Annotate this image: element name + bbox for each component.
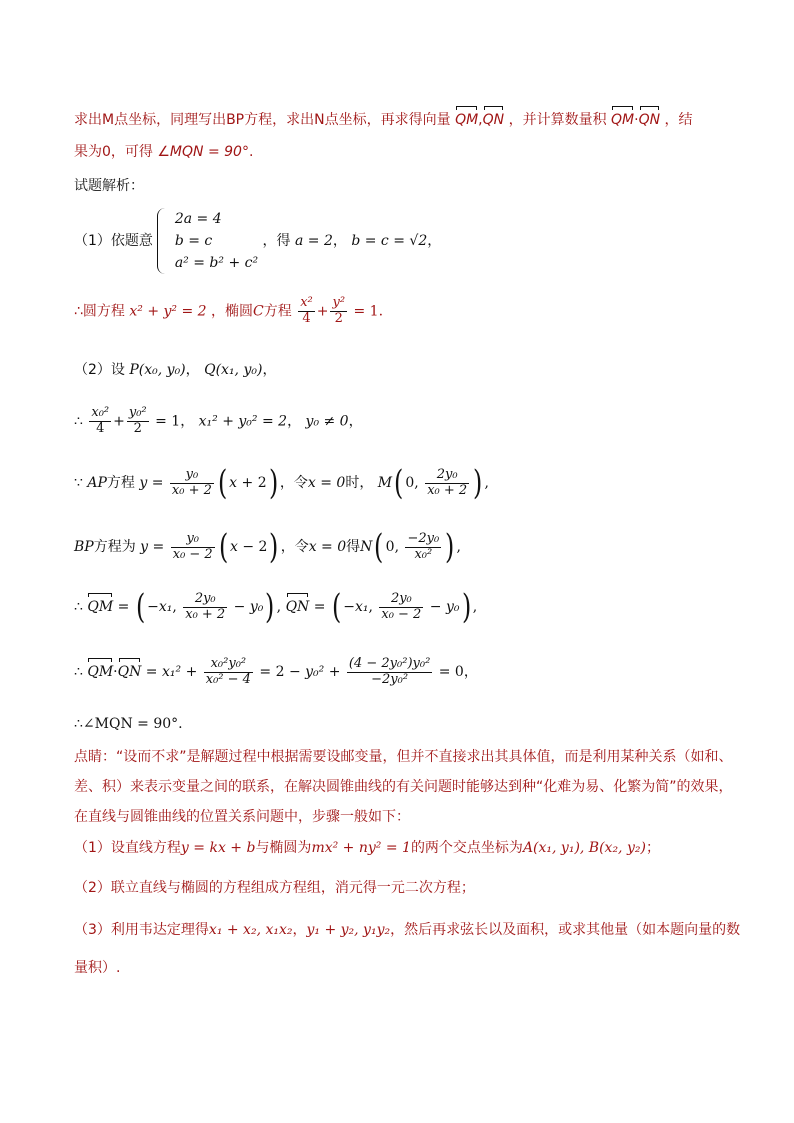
point-m: M <box>377 475 393 491</box>
intro-text-1: 求出M点坐标，同理写出BP方程，求出N点坐标，再求得向量 <box>74 112 451 128</box>
frac-x2-4: $\frac{\text{x²}}{4}$ <box>300 295 313 326</box>
intro-text-3: ，结 <box>664 112 693 128</box>
vector-qn: QN <box>483 104 505 129</box>
intro-text-2: ，并计算数量积 <box>508 112 607 128</box>
step3-line: （3）利用韦达定理得x₁ + x₂, x₁x₂，y₁ + y₂, y₁y₂，然后再求弦长以及面积，或求其他量（如本题向量的数 <box>74 922 741 938</box>
frac-qm-y: $\frac{\text{2y₀}}{\text{x₀ + 2}}$ <box>185 590 226 622</box>
step3-y: y₁ + y₂, y₁y₂ <box>306 922 391 938</box>
frac-y2-2: $\frac{\text{y²}}{2}$ <box>332 295 346 326</box>
step1-line-eq: y = kx + b <box>180 840 256 856</box>
vector-qn-def: QN <box>286 591 310 616</box>
bp-label: BP <box>74 539 94 555</box>
intro-line-1: 求出M点坐标，同理写出BP方程，求出N点坐标，再求得向量 QM,QN ，并计算数量积 QM·QN ，结 <box>74 104 693 129</box>
frac-y0sq-2: $\frac{\text{y₀²}}{2}$ <box>128 405 147 436</box>
bp-mid: ，令 <box>280 539 309 555</box>
system-eq-1: 2a = 4 <box>174 211 222 227</box>
dot-product-line: ∴ QM·QN = x₁² + $\frac{\text{x₀²y₀²}}{\text{x₀² − 4}}$ = 2 − y₀² + $\frac{\text{(4 − 2y₀²)y₀²}}{\text{−2y₀²}}$ = 0， <box>74 655 478 687</box>
vectors-line: ∴ QM = ( −x₁, $\frac{\text{2y₀}}{\text{x₀ + 2}}$ − y₀) , QN = ( −x₁, $\frac{\text{2y₀}}{\text{x₀ − 2}}$ − y₀) , <box>74 587 478 627</box>
frac-dot-1: $\frac{\text{x₀²y₀²}}{\text{x₀² − 4}}$ <box>205 655 251 687</box>
step3-end: ，然后再求弦长以及面积，或求其他量（如本题向量的数 <box>390 922 741 938</box>
frac-m-y: $\frac{\text{2y₀}}{\text{x₀ + 2}}$ <box>427 466 468 498</box>
vector-qm-def: QM <box>87 591 113 616</box>
step2-line: （2）联立直线与椭圆的方程组成方程组，消元得一元二次方程； <box>74 880 475 896</box>
equation-system <box>175 208 258 274</box>
frac-bp-slope: $\frac{\text{y₀}}{\text{x₀ − 2}}$ <box>172 530 213 562</box>
comment-paragraph: 点睛：“设而不求”是解题过程中根据需要设邮变量，但并不直接求出其具体值，而是利用某种关系（如和、差、积）来表示变量之间的联系，在解决圆锥曲线的有关问题时能够达到种“化难为易、化繁为简”的效果，在直线与圆锥曲线的位置关系问题中，步骤一般如下： <box>74 749 733 825</box>
result-bc: b = c = √2 <box>351 233 428 249</box>
frac-dot-2: $\frac{\text{(4 − 2y₀²)y₀²}}{\text{−2y₀²}}$ <box>348 655 431 687</box>
step1-line <box>74 840 660 857</box>
part1-prefix: （1）依题意 <box>74 233 153 249</box>
angle-conclusion: ∴∠MQN = 90°. <box>74 716 183 732</box>
ap-line: ∵ AP方程 y = $\frac{\text{y₀}}{\text{x₀ + 2}}$ ( x + 2) ，令x = 0时， M( 0, $\frac{\text{2y₀}}{\text{x₀ + 2}}$ ) , <box>74 463 489 503</box>
step1-mid: 与椭圆为 <box>255 840 312 856</box>
vector-qm-dot: QM <box>611 104 634 129</box>
part2-line: （2）设 P(x₀, y₀)， Q(x₁, y₀)， <box>74 362 277 378</box>
ap-when: 时， <box>345 475 374 491</box>
circle-prefix: ∴圆方程 <box>74 303 125 320</box>
ellipse-end: = 1 <box>353 303 379 320</box>
step3-x: x₁ + x₂, x₁x₂ <box>208 922 293 938</box>
step3-line-2: 量积）. <box>74 960 121 976</box>
frac-x0sq-4: $\frac{\text{x₀²}}{4}$ <box>91 405 110 436</box>
circle-equation: x² + y² = 2 <box>129 303 207 320</box>
circle-ellipse-line: ∴圆方程 x² + y² = 2 ，椭圆C方程 $\frac{\text{x²}}{4}$ + $\frac{\text{y²}}{2}$ = 1. <box>74 295 384 326</box>
part1-mid: ，得 <box>262 233 291 249</box>
bp-x0: x = 0 <box>308 539 347 555</box>
step1-tail: ； <box>645 840 660 856</box>
cond-ne: y₀ ≠ 0 <box>305 413 349 430</box>
result-a: a = 2 <box>294 233 333 249</box>
cond-eq-end: = 1 <box>155 413 181 430</box>
ellipse-fangcheng: 方程 <box>263 303 292 320</box>
angle-math: ∠MQN = 90° <box>157 144 249 160</box>
ap-x0: x = 0 <box>307 475 346 491</box>
frac-ap-slope: $\frac{\text{y₀}}{\text{x₀ + 2}}$ <box>171 466 212 498</box>
vector-qm: QM <box>455 104 478 129</box>
point-q: Q(x₁, y₀) <box>204 362 263 378</box>
bp-fangchengwei: 方程为 <box>93 539 136 555</box>
ap-label: AP <box>87 475 107 491</box>
ap-fangcheng: 方程 <box>106 475 135 491</box>
step3-prefix: （3）利用韦达定理得 <box>74 922 209 938</box>
step1-ellipse-eq: mx² + ny² = 1 <box>311 840 411 856</box>
vector-qm-prod: QM <box>87 656 113 681</box>
vector-qn-dot: QN <box>639 104 661 129</box>
frac-n-y: $\frac{\text{−2y₀}}{\text{x₀²}}$ <box>407 530 440 562</box>
ap-mid: ，令 <box>279 475 308 491</box>
step1-prefix: （1）设直线方程 <box>74 840 181 856</box>
ellipse-condition-line: ∴ $\frac{\text{x₀²}}{4}$ + $\frac{\text{y₀²}}{2}$ = 1， x₁² + y₀² = 2， y₀ ≠ 0， <box>74 405 363 436</box>
cond-circle: x₁² + y₀² = 2 <box>198 413 288 430</box>
part2-prefix: （2）设 <box>74 362 125 378</box>
bp-get: 得 <box>346 539 361 555</box>
frac-qn-y: $\frac{\text{2y₀}}{\text{x₀ − 2}}$ <box>381 590 422 622</box>
step1-points: A(x₁, y₁), B(x₂, y₂) <box>522 840 646 856</box>
system-eq-3: a² = b² + c² <box>174 255 259 271</box>
ellipse-word: ，椭圆 <box>211 303 254 320</box>
dot-result: = 0 <box>438 664 464 680</box>
step1-end: 的两个交点坐标为 <box>410 840 523 856</box>
point-n: N <box>360 539 373 555</box>
point-p: P(x₀, y₀) <box>129 362 186 378</box>
analysis-label: 试题解析： <box>74 178 144 194</box>
because-symbol: ∵ <box>74 475 83 491</box>
intro-text-4: 果为0，可得 <box>74 144 153 160</box>
system-eq-2: b = c <box>174 233 213 249</box>
vector-qn-prod: QN <box>118 656 142 681</box>
part1-line: （1）依题意 2a = 4 b = c a² = b² + c² ，得 a = 2， b = c = √2， <box>74 208 441 274</box>
system-brace <box>157 208 166 274</box>
intro-line-2: 果为0，可得 ∠MQN = 90°. <box>74 144 254 160</box>
bp-line: BP方程为 y = $\frac{\text{y₀}}{\text{x₀ − 2}}$ ( x − 2) ，令x = 0得N( 0, $\frac{\text{−2y₀}}{\text{x₀²}}$ ) , <box>74 527 461 567</box>
ellipse-c: C <box>253 303 264 320</box>
